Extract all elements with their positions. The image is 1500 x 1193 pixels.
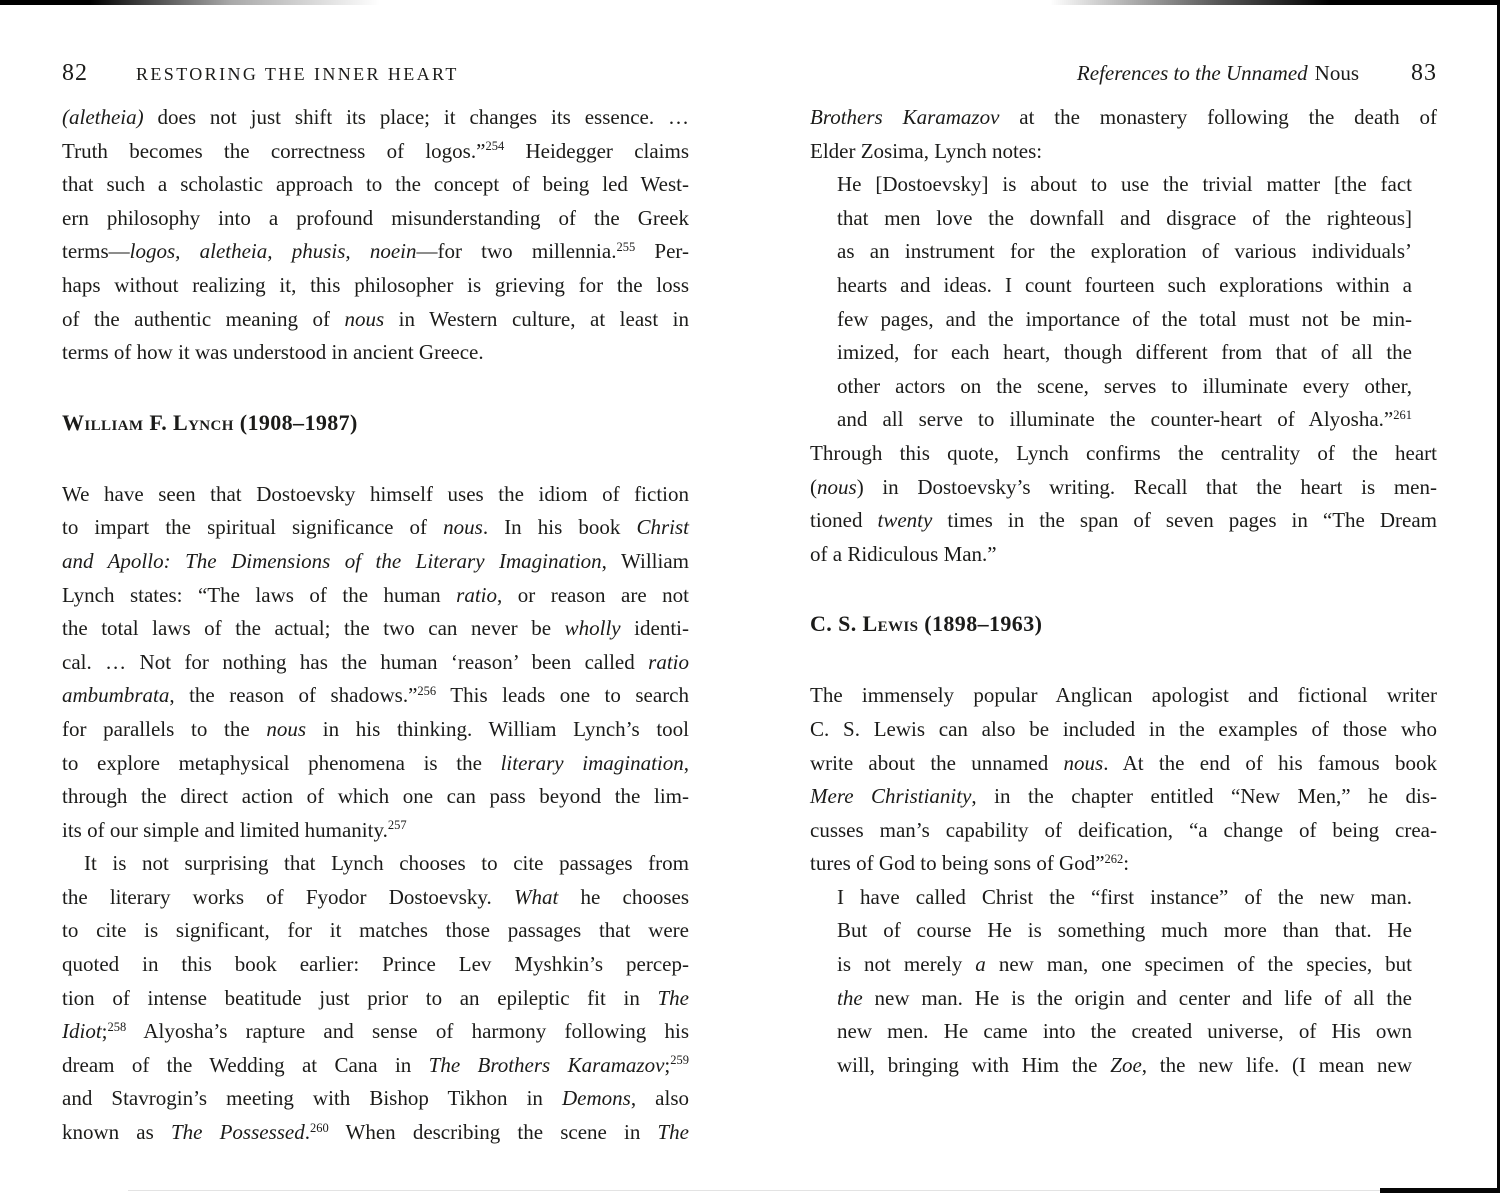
text-line: of a Ridiculous Man.” xyxy=(810,541,997,566)
text-line: other actors on the scene, serves to illuminate every other, xyxy=(837,373,1412,398)
text-line: and all serve to illuminate the counter-heart of Alyosha.”$^{261}$ xyxy=(837,407,1412,432)
text-line: and Apollo: The Dimensions of the Literary Imagination, William xyxy=(62,548,690,573)
text-line: C. S. Lewis can also be included in the examples of those who xyxy=(810,716,1437,741)
text-line: will, bringing with Him the Zoe, the new life. (I mean new xyxy=(837,1052,1412,1077)
footnote-ref: 259 xyxy=(670,1053,689,1068)
text-line: as an instrument for the exploration of various individuals’ xyxy=(837,239,1412,264)
block-quote xyxy=(837,168,1412,437)
text-line: We have seen that Dostoevsky himself uses the idiom of fiction xyxy=(62,481,689,506)
text-line: terms of how it was understood in ancient Greece. xyxy=(62,340,484,365)
running-head-title-left: RESTORING THE INNER HEART xyxy=(136,64,459,84)
text-line: Lynch states: “The laws of the human ratio, or reason are not xyxy=(62,582,689,607)
section-heading: William F. Lynch (1908–1987) xyxy=(62,409,358,435)
page-number-left: 82 xyxy=(62,60,88,86)
text-line: is not merely a new man, one specimen of the species, but xyxy=(837,952,1413,977)
footnote-ref: 254 xyxy=(485,139,505,154)
text-line: the literary works of Fyodor Dostoevsky. What he chooses xyxy=(62,884,689,909)
text-line: (nous) in Dostoevsky’s writing. Recall that the heart is men- xyxy=(810,474,1437,499)
footnote-ref: 256 xyxy=(417,683,437,698)
block-quote xyxy=(837,881,1412,1083)
text-line: to explore metaphysical phenomena is the literary imagination, xyxy=(62,750,689,775)
text-line: I have called Christ the “first instance” of the new man. xyxy=(837,884,1412,909)
text-line: to impart the spiritual significance of nous. In his book Christ xyxy=(62,515,690,540)
paragraph xyxy=(810,101,1437,168)
text-column-right xyxy=(810,101,1437,1082)
text-line: and Stavrogin’s meeting with Bishop Tikhon in Demons, also xyxy=(62,1086,689,1111)
text-line: (aletheia) does not just shift its place; it changes its essence. … xyxy=(62,105,689,129)
text-line: imized, for each heart, though different from that of all the xyxy=(837,340,1412,365)
text-line: The immensely popular Anglican apologist and fictional writer xyxy=(810,683,1437,708)
text-line: that such a scholastic approach to the concept of being led West- xyxy=(62,172,689,197)
text-line: new men. He came into the created universe, of His own xyxy=(837,1019,1412,1044)
text-line: He [Dostoevsky] is about to use the trivial matter [the fact xyxy=(837,172,1412,197)
footnote-ref: 261 xyxy=(1393,407,1412,422)
text-line: Elder Zosima, Lynch notes: xyxy=(810,138,1043,163)
running-head-title-right-italic: References to the Unnamed xyxy=(1076,61,1308,85)
text-line: to cite is significant, for it matches those passages that were xyxy=(62,918,689,943)
text-line: the total laws of the actual; the two can never be wholly identi- xyxy=(62,616,689,641)
text-line: tion of intense beatitude just prior to an epileptic fit in The xyxy=(62,985,689,1010)
footnote-ref: 262 xyxy=(1104,851,1124,866)
text-line: Truth becomes the correctness of logos.”$^{254}$ Heidegger claims xyxy=(62,138,690,163)
text-line: through the direct action of which one can pass beyond the lim- xyxy=(62,784,689,809)
text-line: for parallels to the nous in his thinking. William Lynch’s tool xyxy=(62,716,690,741)
paragraph xyxy=(62,101,689,370)
text-line: ern philosophy into a profound misunderstanding of the Greek xyxy=(62,205,689,230)
footnote-ref: 258 xyxy=(107,1019,127,1034)
page-number-right: 83 xyxy=(1411,60,1437,86)
footnote-ref: 255 xyxy=(616,239,636,254)
running-head-title-right-roman: Nous xyxy=(1314,61,1359,85)
text-line: tioned twenty times in the span of seven pages in “The Dream xyxy=(810,508,1437,533)
text-line: that men love the downfall and disgrace of the righteous] xyxy=(837,205,1412,230)
paragraph xyxy=(810,437,1437,571)
page-83 xyxy=(750,0,1500,1193)
section-heading: C. S. Lewis (1898–1963) xyxy=(810,611,1043,637)
text-line: cusses man’s capability of deification, “a change of being crea- xyxy=(810,817,1437,842)
paragraph xyxy=(810,679,1437,881)
text-line: write about the unnamed nous. At the end of his famous book xyxy=(810,750,1438,775)
paragraph xyxy=(62,847,689,1149)
text-line: haps without realizing it, this philosopher is grieving for the loss xyxy=(62,272,689,297)
footnote-ref: 257 xyxy=(387,818,407,833)
text-line: of the authentic meaning of nous in Western culture, at least in xyxy=(62,306,690,331)
text-line: Brothers Karamazov at the monastery following the death of xyxy=(810,105,1437,129)
text-line: terms—logos, aletheia, phusis, noein—for two millennia.$^{255}$ Per- xyxy=(62,239,689,264)
text-line: It is not surprising that Lynch chooses to cite passages from xyxy=(84,851,689,876)
text-line: known as The Possessed.$^{260}$ When describing the scene in The xyxy=(62,1120,689,1145)
text-line: few pages, and the importance of the total must not be min- xyxy=(837,306,1412,331)
running-head-left xyxy=(62,60,689,86)
text-line: hearts and ideas. I count fourteen such explorations within a xyxy=(837,272,1412,297)
footnote-ref: 260 xyxy=(310,1120,329,1135)
text-line: But of course He is something much more than that. He xyxy=(837,918,1412,943)
text-line: Idiot;$^{258}$ Alyosha’s rapture and sense of harmony following his xyxy=(62,1019,689,1044)
text-line: quoted in this book earlier: Prince Lev Myshkin’s percep- xyxy=(62,952,689,977)
text-column-left xyxy=(62,101,689,1150)
paragraph xyxy=(62,478,689,848)
running-head-right xyxy=(810,60,1437,86)
text-line: ambumbrata, the reason of shadows.”$^{256}$ This leads one to search xyxy=(62,683,690,708)
text-line: Through this quote, Lynch confirms the centrality of the heart xyxy=(810,440,1437,465)
text-line: Mere Christianity, in the chapter entitled “New Men,” he dis- xyxy=(810,784,1437,809)
text-line: the new man. He is the origin and center and life of all the xyxy=(837,985,1412,1010)
text-line: tures of God to being sons of God”$^{262}$: xyxy=(810,851,1130,876)
text-line: its of our simple and limited humanity.$^{257}$ xyxy=(62,817,407,842)
text-line: dream of the Wedding at Cana in The Brothers Karamazov;$^{259}$ xyxy=(62,1052,689,1077)
text-line: cal. … Not for nothing has the human ‘reason’ been called ratio xyxy=(62,649,689,674)
